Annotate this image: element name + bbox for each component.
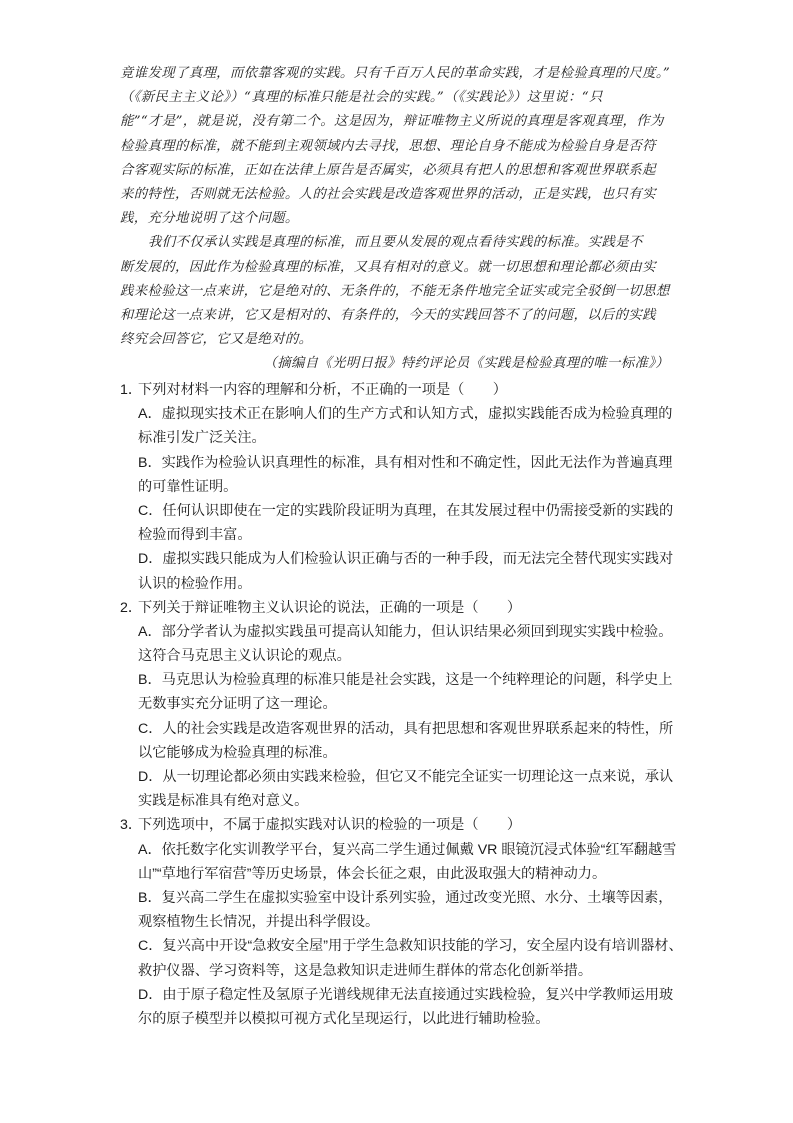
option-a (120, 838, 680, 886)
passage-line: 终究会回答它，它又是绝对的。 (120, 332, 313, 348)
option-line: A．部分学者认为虚拟实践虽可提高认知能力，但认识结果必须回到现实实践中检验。 (138, 623, 673, 640)
question-text: 下列关于辩证唯物主义认识论的说法，正确的一项是（ ） (138, 599, 522, 616)
option-line: 以它能够成为检验真理的标准。 (138, 744, 337, 761)
option-line: 认识的检验作用。 (138, 575, 252, 592)
passage-line: 能”“才是”，就是说，没有第二个。这是因为，辩证唯物主义所说的真理是客观真理，作为 (120, 114, 664, 130)
passage-line: 践，充分地说明了这个问题。 (120, 211, 299, 227)
passage-line: 践来检验这一点来讲，它是绝对的、无条件的，不能无条件地完全证实或完全驳倒一切思想 (120, 283, 670, 299)
passage-line: 和理论这一点来讲，它又是相对的、有条件的，今天的实践回答不了的问题，以后的实践 (120, 307, 656, 323)
option-line: 标准引发广泛关注。 (138, 430, 266, 447)
passage-line: 我们不仅承认实践是真理的标准，而且要从发展的观点看待实践的标准。实践是不 (148, 235, 643, 251)
option-line: 尔的原子模型并以模拟可视方式化呈现运行，以此进行辅助检验。 (138, 1010, 550, 1027)
question-1 (120, 378, 680, 596)
option-b (120, 668, 680, 716)
option-c (120, 499, 680, 547)
question-number: 1． (120, 382, 143, 398)
option-d (120, 547, 680, 595)
passage-source: （摘编自《光明日报》特约评论员《实践是检验真理的唯一标准》） (263, 356, 669, 372)
option-line: 山”“草地行军宿营”等历史场景，体会长征之艰，由此汲取强大的精神动力。 (138, 865, 607, 882)
option-line: C．人的社会实践是改造客观世界的活动，具有把思想和客观世界联系起来的特性，所 (138, 720, 674, 737)
question-text: 下列选项中，不属于虚拟实践对认识的检验的一项是（ ） (138, 817, 522, 834)
passage-line: 来的特性，否则就无法检验。人的社会实践是改造客观世界的活动，正是实践，也只有实 (120, 186, 656, 202)
question-3 (120, 813, 683, 1031)
passage-line: （《新民主主义论》）“真理的标准只能是社会的实践。”（《实践论》）这里说：“只 (120, 90, 603, 106)
option-line: 观察植物生长情况，并提出科学假设。 (138, 914, 380, 931)
passage-line: 竟谁发现了真理，而依靠客观的实践。只有千百万人民的革命实践，才是检验真理的尺度。” (120, 66, 671, 81)
option-a (120, 620, 680, 668)
passage-line: 检验真理的标准，就不能到主观领域内去寻找，思想、理论自身不能成为检验自身是否符 (120, 138, 656, 154)
question-stem (120, 813, 680, 837)
passage-line: 合客观实际的标准，正如在法律上原告是否属实，必须具有把人的思想和客观世界联系起 (120, 162, 656, 178)
option-line: B．复兴高二学生在虚拟实验室中设计系列实验，通过改变光照、水分、土壤等因素， (138, 889, 673, 906)
reading-passage (120, 62, 673, 376)
option-line: D．由于原子稳定性及氢原子光谱线规律无法直接通过实践检验，复兴中学教师运用玻 (138, 986, 674, 1003)
option-line: 无数事实充分证明了这一理论。 (138, 696, 337, 713)
option-b (120, 886, 680, 934)
question-text: 下列对材料一内容的理解和分析，不正确的一项是（ ） (138, 382, 507, 398)
question-2 (120, 596, 680, 814)
question-number: 3． (120, 817, 143, 834)
option-line: 这符合马克思主义认识论的观点。 (138, 648, 351, 665)
option-line: B．实践作为检验认识真理性的标准，具有相对性和不确定性，因此无法作为普遍真理 (138, 454, 673, 471)
option-a (120, 402, 680, 450)
option-line: 的可靠性证明。 (138, 478, 238, 495)
option-line: D．从一切理论都必须由实践来检验，但它又不能完全证实一切理论这一点来说，承认 (138, 769, 674, 785)
question-stem (120, 378, 680, 402)
option-b (120, 451, 680, 499)
passage-line: 断发展的，因此作为检验真理的标准，又具有相对的意义。就一切思想和理论都必须由实 (120, 259, 656, 275)
option-line: B．马克思认为检验真理的标准只能是社会实践，这是一个纯粹理论的问题，科学史上 (138, 672, 673, 689)
option-line: 实践是标准具有绝对意义。 (138, 793, 309, 810)
question-number: 2． (120, 599, 143, 616)
question-stem (120, 596, 680, 620)
option-line: A．依托数字化实训教学平台，复兴高二学生通过佩戴 VR 眼镜沉浸式体验“红军翻越雪 (138, 841, 677, 858)
option-line: D．虚拟实践只能成为人们检验认识正确与否的一种手段，而无法完全替代现实实践对 (138, 551, 674, 568)
option-line: C．复兴高中开设“急救安全屋”用于学生急救知识技能的学习，安全屋内设有培训器材、 (138, 938, 683, 955)
option-d (120, 765, 680, 813)
option-c (120, 717, 680, 765)
option-line: C．任何认识即使在一定的实践阶段证明为真理，在其发展过程中仍需接受新的实践的 (138, 502, 674, 519)
question-list (120, 378, 683, 1031)
option-line: 检验而得到丰富。 (138, 527, 252, 544)
option-c (120, 934, 683, 982)
option-line: 救护仪器、学习资料等，这是急救知识走进师生群体的常态化创新举措。 (138, 962, 593, 979)
option-line: A．虚拟现实技术正在影响人们的生产方式和认知方式，虚拟实践能否成为检验真理的 (138, 406, 673, 423)
option-d (120, 983, 680, 1031)
